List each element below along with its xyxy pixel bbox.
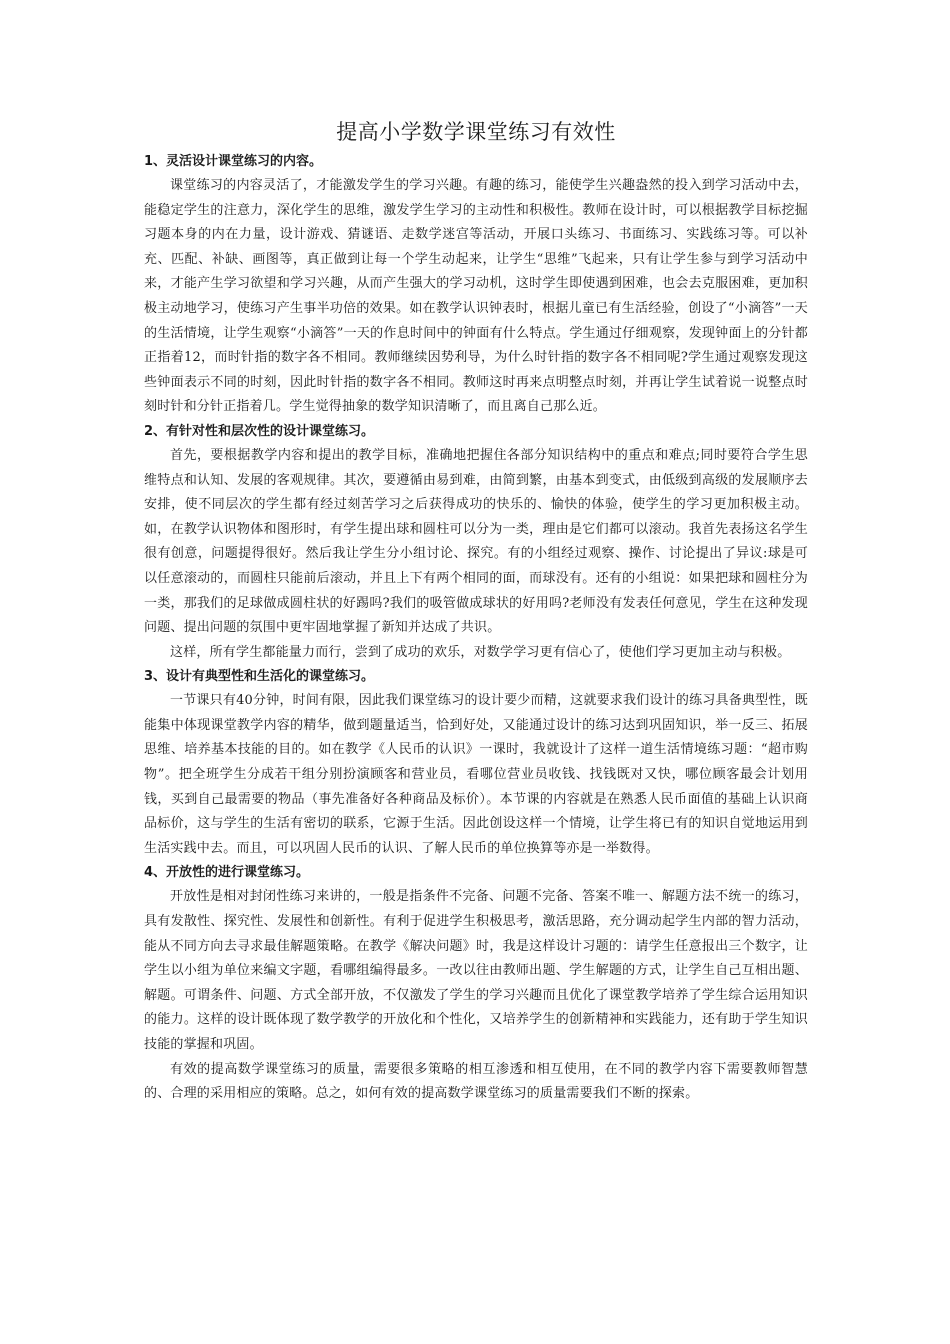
section-paragraph: 有效的提高数学课堂练习的质量，需要很多策略的相互渗透和相互使用，在不同的教学内容下需要教师智慧的、合理的采用相应的策略。总之，如何有效的提高数学课堂练习的质量需要我们不断的探索。 (144, 1061, 808, 1102)
section-1 (144, 150, 808, 420)
section-heading: 1、灵活设计课堂练习的内容。 (144, 154, 323, 169)
section-heading: 3、设计有典型性和生活化的课堂练习。 (144, 669, 375, 685)
section-paragraph: 开放性是相对封闭性练习来讲的，一般是指条件不完备、问题不完备、答案不唯一、解题方法不统一的练习，具有发散性、探究性、发展性和创新性。有利于促进学生积极思考，激活思路，充分调动起学生内部的智力活动，能从不同方向去寻求最佳解题策略。在教学《解决问题》时，我是这样设计习题的：请学生任意报出三个数字，让学生以小组为单位来编文字题，看哪组编得最多。一改以往由教师出题、学生解题的方式，让学生自己互相出题、解题。可谓条件、问题、方式全部开放，不仅激发了学生的学习兴趣而且优化了课堂教学培养了学生综合运用知识的能力。这样的设计既体现了数学教学的开放化和个性化，又培养学生的创新精神和实践能力，还有助于学生知识技能的掌握和巩固。 (144, 889, 808, 1052)
section-3 (144, 665, 808, 861)
section-paragraph: 首先，要根据教学内容和提出的教学目标，准确地把握住各部分知识结构中的重点和难点;同时要符合学生思维特点和认知、发展的客观规律。其次，要遵循由易到难，由简到繁，由基本到变式，由低级到高级的发展顺序去安排，使不同层次的学生都有经过刻苦学习之后获得成功的快乐的、愉快的体验，使学生的学习更加积极主动。如，在教学认识物体和图形时，有学生提出球和圆柱可以分为一类，理由是它们都可以滚动。我首先表扬这名学生很有创意，问题提得很好。然后我让学生分小组讨论、探究。有的小组经过观察、操作、讨论提出了异议:球是可以任意滚动的，而圆柱只能前后滚动，并且上下有两个相同的面，而球没有。还有的小组说：如果把球和圆柱分为一类，那我们的足球做成圆柱状的好踢吗?我们的吸管做成球状的好用吗?老师没有发表任何意见，学生在这种发现问题、提出问题的氛围中更牢固地掌握了新知并达成了共识。 (144, 447, 808, 636)
section-paragraph: 一节课只有40分钟，时间有限，因此我们课堂练习的设计要少而精，这就要求我们设计的练习具备典型性，既能集中体现课堂教学内容的精华，做到题量适当，恰到好处，又能通过设计的练习达到巩固知识，举一反三、拓展思维、培养基本技能的目的。如在教学《人民币的认识》一课时，我就设计了这样一道生活情境练习题：“超市购物”。把全班学生分成若干组分别扮演顾客和营业员，看哪位营业员收钱、找钱既对又快，哪位顾客最会计划用钱，买到自己最需要的物品（事先准备好各种商品及标价）。本节课的内容就是在熟悉人民币面值的基础上认识商品标价，这与学生的生活有密切的联系，它源于生活。因此创设这样一个情境，让学生将已有的知识自觉地运用到生活实践中去。而且，可以巩固人民币的认识、了解人民币的单位换算等亦是一举数得。 (144, 693, 808, 856)
section-2 (144, 420, 808, 665)
document-title: 提高小学数学课堂练习有效性 (336, 120, 616, 144)
document-page (144, 118, 808, 1107)
section-heading: 4、开放性的进行课堂练习。 (144, 865, 310, 881)
section-heading: 2、有针对性和层次性的设计课堂练习。 (144, 423, 375, 439)
section-paragraph: 课堂练习的内容灵活了，才能激发学生的学习兴趣。有趣的练习，能使学生兴趣盎然的投入到学习活动中去，能稳定学生的注意力，深化学生的思维，激发学生学习的主动性和积极性。教师在设计时，可以根据教学目标挖掘习题本身的内在力量，设计游戏、猜谜语、走数学迷宫等活动，开展口头练习、书面练习、实践练习等。可以补充、匹配、补缺、画图等，真正做到让每一个学生动起来，让学生“思维”飞起来，只有让学生参与到学习活动中来，才能产生学习欲望和学习兴趣，从而产生强大的学习动机，这时学生即使遇到困难，也会去克服困难，更加积极主动地学习，使练习产生事半功倍的效果。如在教学认识钟表时，根据儿童已有生活经验，创设了“小滴答”一天的生活情境，让学生观察“小滴答”一天的作息时间中的钟面有什么特点。学生通过仔细观察，发现钟面上的分针都正指着12，而时针指的数字各不相同。教师继续因势利导，为什么时针指的数字各不相同呢?学生通过观察发现这些钟面表示不同的时刻，因此时针指的数字各不相同。教师这时再来点明整点时刻，并再让学生试着说一说整点时刻时针和分针正指着几。学生觉得抽象的数学知识清晰了，而且离自己那么近。 (144, 178, 808, 415)
section-4 (144, 861, 808, 1106)
section-paragraph: 这样，所有学生都能量力而行，尝到了成功的欢乐，对数学学习更有信心了，使他们学习更加主动与积极。 (170, 644, 791, 660)
